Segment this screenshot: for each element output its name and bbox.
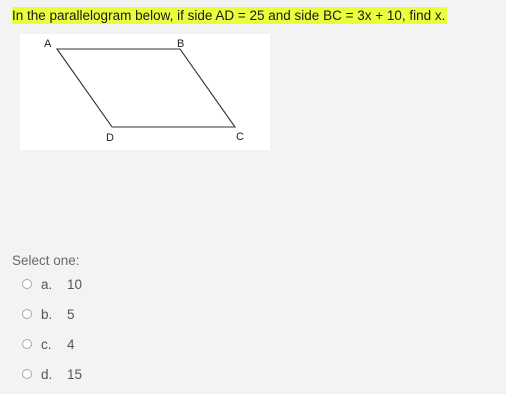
question-highlight: In the parallelogram below, if side AD = 25 and side BC = 3x + 10, find x. [12,8,446,23]
option-letter: d. [41,366,53,382]
option-b[interactable] [22,304,75,324]
option-letter: a. [41,276,53,292]
vertex-label-c: C [236,131,244,143]
question-text [12,7,447,25]
option-a[interactable] [22,274,82,294]
parallelogram-diagram [20,34,270,150]
vertex-label-b: B [177,38,185,50]
vertex-label-a: A [44,38,52,50]
parallelogram-figure [20,34,270,150]
option-letter: c. [41,336,52,352]
option-c[interactable] [22,334,75,354]
option-value: 15 [67,366,83,382]
option-value: 4 [67,336,75,352]
option-value: 10 [67,276,83,292]
option-letter: b. [41,306,53,322]
parallelogram-shape [57,49,235,127]
vertex-label-d: D [106,132,114,144]
option-value: 5 [67,306,75,322]
radio-button-icon[interactable] [22,339,32,349]
radio-button-icon[interactable] [22,309,32,319]
radio-button-icon[interactable] [22,279,32,289]
radio-button-icon[interactable] [22,369,32,379]
select-one-label: Select one: [12,253,80,268]
option-d[interactable] [22,364,82,384]
